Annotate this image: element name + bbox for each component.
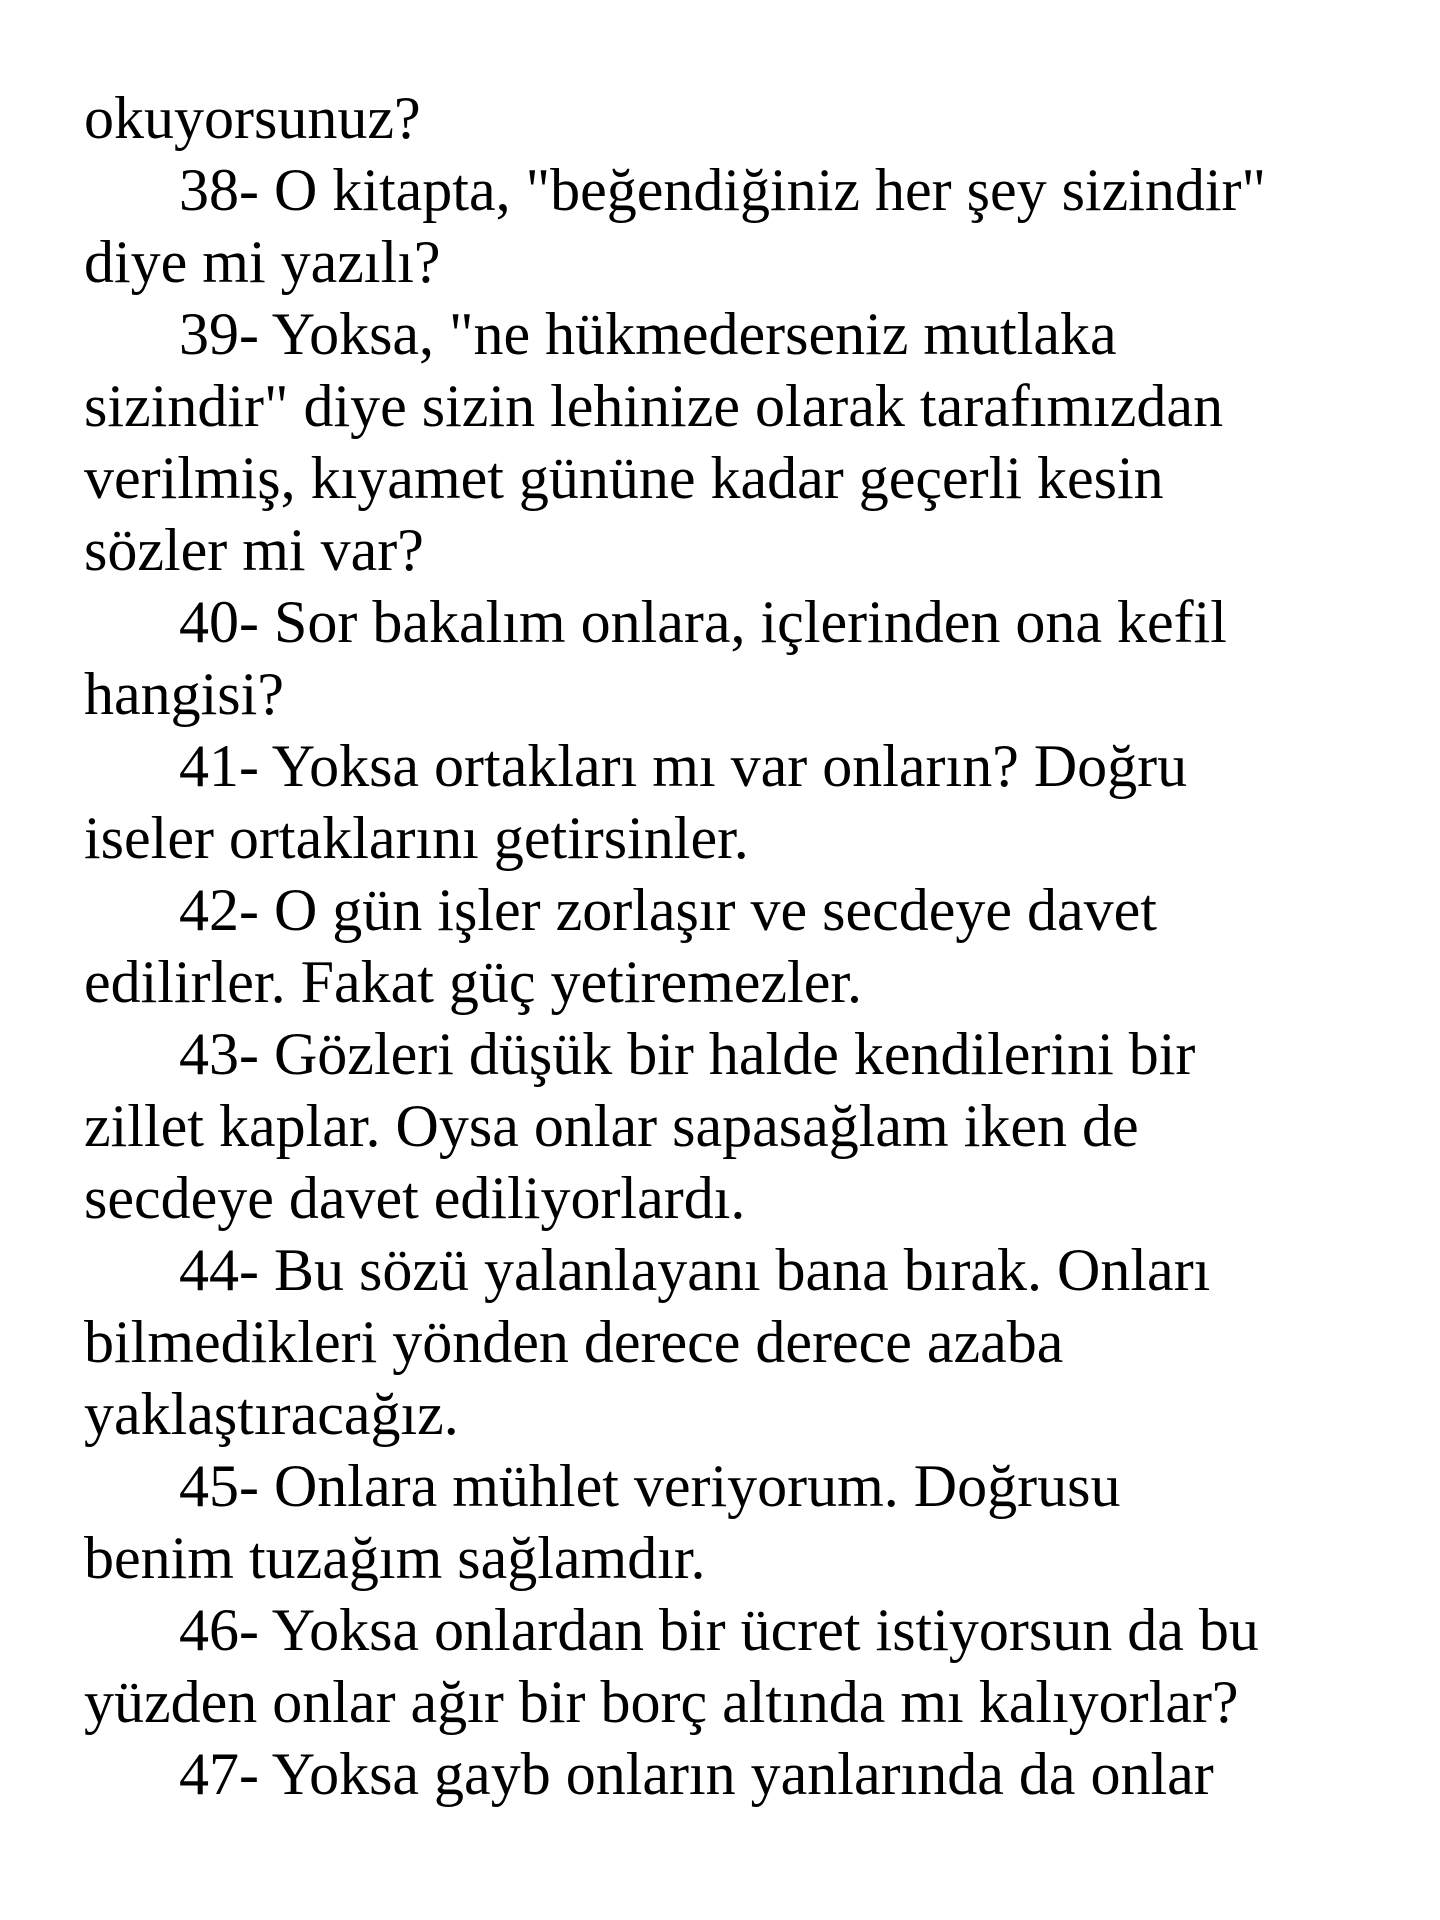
text-line: verilmiş, kıyamet gününe kadar geçerli kesin <box>84 445 1164 511</box>
text-line: sizindir" diye sizin lehinize olarak tarafımızdan <box>84 373 1224 439</box>
text-line: hangisi? <box>84 661 284 727</box>
text-line: bilmedikleri yönden derece derece azaba <box>84 1309 1064 1375</box>
text-line: secdeye davet ediliyorlardı. <box>84 1165 746 1231</box>
verse-40-line: 40- Sor bakalım onlara, içlerinden ona kefil <box>179 589 1227 655</box>
verse-42-line: 42- O gün işler zorlaşır ve secdeye davet <box>179 877 1157 943</box>
text-line: yaklaştıracağız. <box>84 1381 459 1447</box>
text-line: sözler mi var? <box>84 517 424 583</box>
verse-45-line: 45- Onlara mühlet veriyorum. Doğrusu <box>179 1453 1121 1519</box>
text-line: zillet kaplar. Oysa onlar sapasağlam iken de <box>84 1093 1139 1159</box>
text-line: okuyorsunuz? <box>84 85 421 151</box>
text-line: edilirler. Fakat güç yetiremezler. <box>84 949 863 1015</box>
verse-41-line: 41- Yoksa ortakları mı var onların? Doğru <box>179 733 1188 799</box>
verse-46-line: 46- Yoksa onlardan bir ücret istiyorsun da bu <box>179 1597 1259 1663</box>
text-line: iseler ortaklarını getirsinler. <box>84 805 749 871</box>
verse-43-line: 43- Gözleri düşük bir halde kendilerini bir <box>179 1021 1196 1087</box>
text-line: yüzden onlar ağır bir borç altında mı kalıyorlar? <box>84 1669 1239 1735</box>
verse-47-line: 47- Yoksa gayb onların yanlarında da onlar <box>179 1741 1214 1807</box>
verse-44-line: 44- Bu sözü yalanlayanı bana bırak. Onları <box>179 1237 1211 1303</box>
text-line: benim tuzağım sağlamdır. <box>84 1525 706 1591</box>
verse-39-line: 39- Yoksa, "ne hükmederseniz mutlaka <box>179 301 1117 367</box>
document-page <box>84 82 1404 1810</box>
text-line: diye mi yazılı? <box>84 229 441 295</box>
verse-38-line: 38- O kitapta, "beğendiğiniz her şey sizindir" <box>179 157 1267 223</box>
